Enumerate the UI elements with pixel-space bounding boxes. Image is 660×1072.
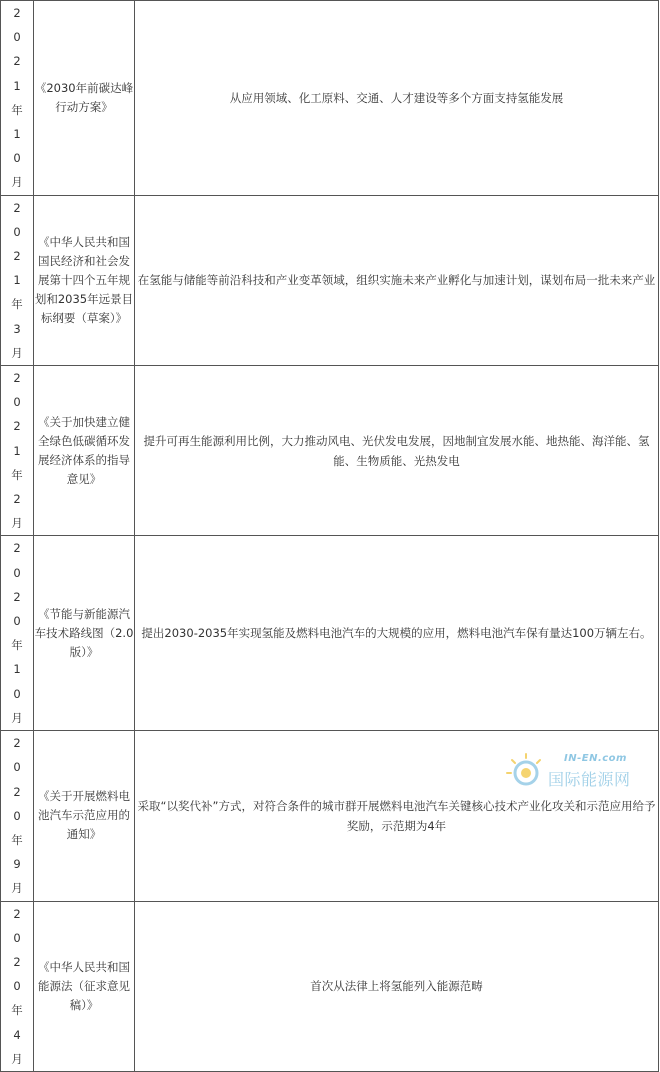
date-cell bbox=[1, 195, 34, 365]
date-cell bbox=[1, 536, 34, 731]
table-row bbox=[1, 1, 659, 196]
document-title: 《节能与新能源汽车技术路线图（2.0版）》 bbox=[34, 606, 134, 659]
description-cell bbox=[135, 901, 659, 1071]
date-text: 2020年10月 bbox=[11, 541, 23, 725]
description-text: 从应用领域、化工原料、交通、人才建设等多个方面支持氢能发展 bbox=[229, 90, 564, 105]
date-text: 2020年9月 bbox=[11, 736, 23, 896]
description-cell bbox=[135, 536, 659, 731]
description-text: 在氢能与储能等前沿科技和产业变革领域，组织实施未来产业孵化与加速计划，谋划布局一批未来产业 bbox=[137, 273, 656, 288]
document-title: 《关于加快建立健全绿色低碳循环发展经济体系的指导意见》 bbox=[38, 414, 130, 486]
table-row bbox=[1, 536, 659, 731]
description-cell bbox=[135, 1, 659, 196]
sun-logo-icon bbox=[506, 752, 546, 792]
document-title: 《中华人民共和国能源法（征求意见稿）》 bbox=[38, 959, 130, 1012]
date-text: 2021年3月 bbox=[11, 200, 23, 360]
document-title: 《关于开展燃料电池汽车示范应用的通知》 bbox=[38, 789, 130, 842]
document-title: 《2030年前碳达峰行动方案》 bbox=[34, 80, 134, 114]
watermark bbox=[504, 750, 654, 794]
description-text: 提升可再生能源利用比例，大力推动风电、光伏发电发展，因地制宜发展水能、地热能、海洋能、氢能、生物质能、光热发电 bbox=[143, 433, 650, 468]
date-cell bbox=[1, 366, 34, 536]
description-text: 首次从法律上将氢能列入能源范畴 bbox=[310, 979, 483, 994]
date-text: 2020年4月 bbox=[11, 906, 23, 1066]
document-cell bbox=[34, 901, 135, 1071]
date-cell bbox=[1, 1, 34, 196]
description-text: 提出2030-2035年实现氢能及燃料电池汽车的大规模的应用，燃料电池汽车保有量达100万辆左右。 bbox=[141, 626, 652, 641]
document-cell bbox=[34, 536, 135, 731]
watermark-domain: IN-EN.com bbox=[564, 753, 627, 764]
document-cell bbox=[34, 1, 135, 196]
table-row bbox=[1, 195, 659, 365]
document-cell bbox=[34, 731, 135, 901]
description-text: 采取“以奖代补”方式，对符合条件的城市群开展燃料电池汽车关键核心技术产业化攻关和示范应用给予奖励，示范期为4年 bbox=[137, 798, 656, 833]
description-cell bbox=[135, 366, 659, 536]
table-row bbox=[1, 366, 659, 536]
date-text: 2021年2月 bbox=[11, 371, 23, 531]
date-cell bbox=[1, 901, 34, 1071]
date-cell bbox=[1, 731, 34, 901]
document-cell bbox=[34, 366, 135, 536]
table-row bbox=[1, 901, 659, 1071]
date-text: 2021年10月 bbox=[11, 6, 23, 190]
document-cell bbox=[34, 195, 135, 365]
watermark-text: 国际能源网 bbox=[548, 770, 631, 789]
document-title: 《中华人民共和国国民经济和社会发展第十四个五年规划和2035年远景目标纲要（草案）》 bbox=[34, 234, 134, 325]
description-cell bbox=[135, 195, 659, 365]
